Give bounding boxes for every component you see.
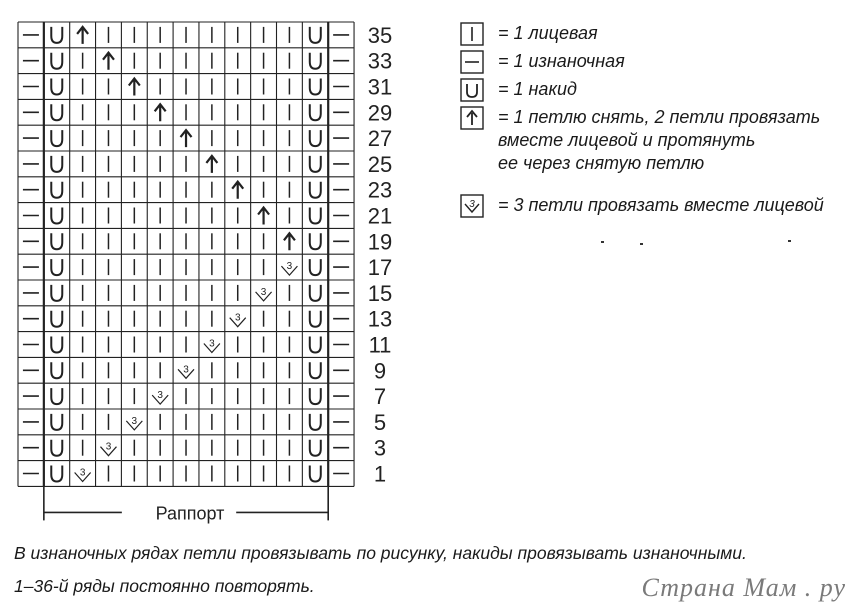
note-line-2: 1–36-й ряды постоянно повторять. [14, 576, 315, 596]
sk2p-arrow-symbol [103, 53, 114, 70]
legend-sk2p-line3: ее через снятую петлю [498, 153, 705, 173]
stray-dot [640, 243, 643, 245]
yarn-over-symbol [51, 182, 62, 198]
legend-sk2p-line1: = 1 петлю снять, 2 петли провязать [498, 107, 821, 127]
yarn-over-symbol [310, 79, 321, 95]
yarn-over-symbol [51, 156, 62, 172]
yarn-over-symbol [310, 53, 321, 69]
yarn-over-symbol-icon [460, 78, 484, 102]
yarn-over-symbol [310, 440, 321, 456]
stray-dot [788, 240, 791, 242]
yarn-over-symbol [51, 414, 62, 430]
row-number: 1 [373, 461, 387, 487]
yarn-over-symbol [310, 208, 321, 224]
row-number: 11 [368, 332, 392, 358]
k3tog-symbol-icon [460, 194, 484, 218]
k3tog-number: 3 [260, 286, 267, 298]
yarn-over-symbol [51, 208, 62, 224]
row-number: 33 [367, 48, 393, 74]
knit-symbol-icon [460, 22, 484, 46]
yarn-over-symbol [51, 466, 62, 482]
sk2p-arrow-symbol [258, 208, 269, 225]
purl-symbol-icon [460, 50, 484, 74]
row-number: 17 [367, 255, 393, 281]
k3tog-number: 3 [79, 467, 86, 479]
yarn-over-symbol [310, 285, 321, 301]
yarn-over-symbol [51, 27, 62, 43]
k3tog-number: 3 [209, 338, 215, 350]
row-number: 21 [367, 203, 393, 229]
note-line-1: В изнаночных рядах петли провязывать по рисунку, накиды провязывать изнаночными. [14, 543, 747, 563]
watermark-logo: Страна Мам . ру [641, 573, 846, 602]
yarn-over-symbol [51, 104, 62, 120]
k3tog-number: 3 [286, 261, 293, 273]
yarn-over-symbol [310, 104, 321, 120]
row-number: 7 [373, 384, 387, 410]
yarn-over-symbol [51, 79, 62, 95]
sk2p-arrow-symbol [77, 27, 88, 44]
row-number: 5 [373, 409, 387, 435]
yarn-over-symbol [310, 182, 321, 198]
yarn-over-symbol [310, 466, 321, 482]
sk2p-arrow-symbol [232, 182, 243, 199]
sk2p-arrow-symbol [129, 79, 140, 96]
yarn-over-symbol [310, 27, 321, 43]
k3tog-number: 3 [131, 415, 138, 427]
sk2p-arrow-symbol [206, 156, 217, 173]
k3tog-number: 3 [157, 390, 163, 402]
stray-dot [601, 241, 604, 243]
k3tog-number: 3 [234, 312, 241, 324]
yarn-over-symbol [51, 362, 62, 378]
yarn-over-symbol [51, 311, 62, 327]
yarn-over-symbol [51, 388, 62, 404]
yarn-over-symbol [310, 156, 321, 172]
row-number: 29 [367, 100, 393, 126]
yarn-over-symbol [310, 414, 321, 430]
yarn-over-symbol [310, 337, 321, 353]
row-number: 3 [373, 435, 387, 461]
row-number: 19 [367, 229, 393, 255]
legend-sk2p-line2: вместе лицевой и протянуть [498, 130, 756, 150]
sk2p-arrow-symbol [181, 130, 192, 147]
yarn-over-symbol [51, 337, 62, 353]
svg-text:3: 3 [469, 199, 475, 210]
sk2p-arrow-symbol [284, 233, 295, 250]
row-number: 13 [367, 306, 393, 332]
legend-k3tog-label: = 3 петли провязать вместе лицевой [498, 195, 824, 215]
sk2p-arrow-symbol [155, 104, 166, 121]
yarn-over-symbol [310, 362, 321, 378]
legend-purl-label: = 1 изнаночная [498, 51, 625, 71]
yarn-over-symbol [51, 440, 62, 456]
legend-knit-label: = 1 лицевая [498, 23, 598, 43]
yarn-over-symbol [51, 259, 62, 275]
row-number: 23 [367, 177, 393, 203]
row-number: 9 [373, 358, 387, 384]
yarn-over-symbol [310, 259, 321, 275]
k3tog-number: 3 [105, 441, 112, 453]
legend-yarn-over-label: = 1 накид [498, 79, 577, 99]
k3tog-number: 3 [183, 364, 189, 376]
yarn-over-symbol [51, 53, 62, 69]
row-number: 25 [367, 151, 393, 177]
yarn-over-symbol [51, 233, 62, 249]
yarn-over-symbol [51, 130, 62, 146]
row-number: 15 [367, 280, 393, 306]
yarn-over-symbol [310, 130, 321, 146]
row-number: 27 [367, 126, 393, 152]
row-number: 35 [367, 22, 393, 48]
yarn-over-symbol [310, 311, 321, 327]
row-number: 31 [367, 74, 393, 100]
sk2p-symbol-icon [460, 106, 484, 130]
yarn-over-symbol [310, 388, 321, 404]
yarn-over-symbol [51, 285, 62, 301]
yarn-over-symbol [310, 233, 321, 249]
repeat-label: Раппорт [155, 503, 225, 524]
